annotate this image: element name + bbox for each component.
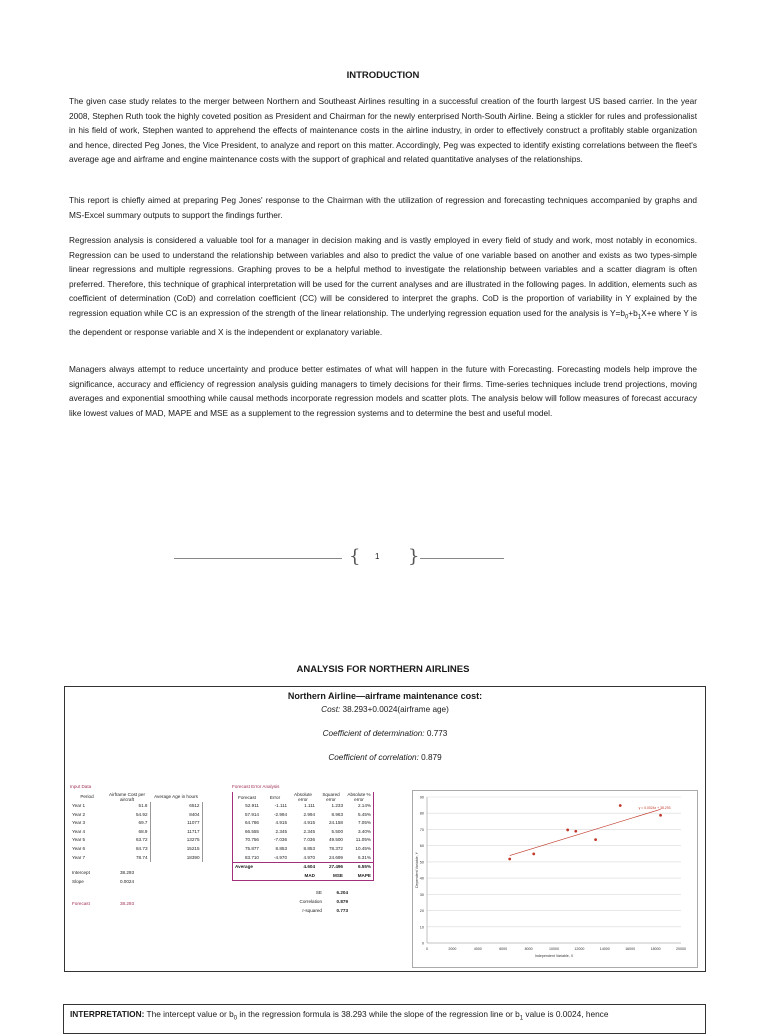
y-tick-label: 30 — [419, 892, 424, 897]
page-number: 1 — [375, 552, 380, 561]
x-tick-label: 4000 — [473, 947, 482, 951]
fea-col-header: Forecast — [238, 794, 256, 800]
forecast-row — [70, 900, 150, 909]
fea-cell: 4.970 — [303, 854, 315, 860]
fea-cell: 2.345 — [303, 828, 315, 834]
y-tick-label: 0 — [421, 941, 424, 946]
cost-label: Cost: — [321, 705, 341, 714]
intercept-label: Intercept — [72, 870, 90, 876]
interpretation-box — [63, 1004, 706, 1034]
p3-text-a: Regression analysis is considered a valuable tool for a manager in decision making and is vastly employed in every field of study and work, most notably in economics. Regression can be used to understand the relationship between variables and also to predict the value of one variable based on another and exists as two types-simple linear regressions and multiple regressions. Graphing proves to be a helpful method to investigate the relationship between variables and a scatter diagram is often preferred. Therefore, this technique of graphical interpretation will be used for the current analyses and are illustrated in the following pages. In addition, elements such as coefficient of determination (CoD) and correlation coefficient (CC) will be considered to interpret the graphs. CoD is the proportion of variability in Y explained by the regression equation while CC is an expression of the strength of the linear relationship. The underlying regression equation used for the analysis is Y=b — [69, 235, 697, 318]
fea-cell: 75.877 — [244, 845, 259, 851]
page-rule-right — [420, 558, 504, 559]
fea-cell: 49.500 — [328, 837, 343, 843]
fea-cell: 24.699 — [328, 854, 343, 860]
fea-cell: 1.233 — [331, 803, 343, 808]
intro-paragraph-4: Managers always attempt to reduce uncertainty and produce better estimates of what will happen in the future with Forecasting. Forecasting models help improve the significance, accuracy and efficiency of regression analysis guiding managers to timely decisions for their firms. Time-series techniques include trend projections, moving averages and exponential smoothing while causal methods incorporate regression models and scatter plots. The analysis below will follow measures of forecast accuracy like lowest values of MAD, MAPE and MSE as a supplement to the regression systems and to determine the best and useful model. — [69, 364, 697, 418]
data-point — [566, 829, 569, 832]
y-axis-label: Dependent Variable, Y — [415, 852, 419, 888]
regression-params — [70, 869, 150, 886]
data-point — [532, 853, 535, 856]
fea-cell: 8.853 — [303, 845, 315, 851]
avg-mse: 27.496 — [328, 864, 343, 870]
cod-label: Coefficient of determination: — [322, 729, 425, 738]
x-tick-label: 2000 — [448, 947, 457, 951]
input-cell-cost: 68.9 — [104, 828, 150, 837]
fea-cell: 70.756 — [244, 837, 259, 843]
mape-label: MAPE — [357, 872, 371, 878]
input-cell-period: Year 2 — [72, 811, 86, 817]
input-data-sheet — [70, 784, 203, 909]
data-point — [619, 804, 622, 807]
avg-mape: 6.55% — [357, 864, 371, 870]
fea-cell: 4.915 — [303, 820, 315, 826]
scatter-chart-svg — [413, 791, 697, 967]
fea-cell: 52.911 — [245, 803, 259, 808]
fea-cell: 2.994 — [303, 811, 315, 817]
interpretation-sub-1: 1 — [519, 1015, 524, 1022]
cc-label: Coefficient of correlation: — [328, 753, 419, 762]
input-cell-cost: 51.8 — [104, 802, 150, 811]
fea-cell: 7.05% — [357, 820, 371, 826]
x-tick-label: 0 — [426, 947, 428, 951]
fea-cell: 6.31% — [357, 854, 371, 860]
fea-cell: 64.786 — [244, 820, 259, 826]
forecast-value: 38.293 — [119, 901, 135, 907]
mad-label: MAD — [304, 872, 315, 878]
fea-row — [233, 811, 374, 820]
input-cell-period: Year 7 — [72, 854, 86, 860]
input-cell-age: 18390 — [150, 854, 202, 863]
input-data-title: Input Data — [70, 784, 92, 789]
x-axis-label: Independent Variable, X — [534, 954, 574, 958]
p3-sub-1: 1 — [637, 314, 642, 321]
fea-cell: 24.158 — [328, 820, 343, 826]
page-brace-right: } — [408, 546, 420, 567]
trend-line — [510, 809, 661, 855]
avg-mad: 4.604 — [303, 864, 315, 870]
x-tick-label: 20000 — [676, 947, 686, 951]
col-cost: Airframe Cost per aircraft — [109, 792, 145, 802]
data-point — [574, 830, 577, 833]
fea-cell: 10.45% — [355, 845, 371, 851]
cc-line — [65, 753, 705, 762]
input-row — [70, 854, 202, 863]
intercept-value: 38.293 — [119, 870, 135, 876]
input-cell-period: Year 4 — [72, 828, 86, 834]
fea-cell: 7.036 — [303, 837, 315, 843]
y-tick-label: 20 — [419, 909, 424, 914]
input-cell-period: Year 5 — [72, 837, 86, 843]
fea-col-header: Absolute % error — [347, 792, 371, 802]
cod-value: 0.773 — [424, 729, 448, 738]
fea-row — [233, 845, 374, 854]
input-row — [70, 845, 202, 854]
mse-label: MSE — [333, 872, 343, 878]
fea-cell: 5.45% — [357, 811, 371, 817]
forecast-error-sheet — [232, 784, 374, 915]
col-age: Average Age in hours — [154, 793, 198, 799]
forecast-label: Forecast — [72, 901, 90, 907]
fea-cell: 8.963 — [331, 811, 343, 817]
input-cell-age: 11717 — [150, 828, 202, 837]
x-tick-label: 6000 — [499, 947, 508, 951]
rsquared-label: r-squared — [302, 907, 322, 913]
input-cell-cost: 54.92 — [104, 811, 150, 820]
fea-cell: 83.710 — [244, 854, 259, 860]
cost-equation — [65, 705, 705, 714]
data-point — [659, 814, 662, 817]
input-row — [70, 828, 202, 837]
y-tick-label: 60 — [419, 844, 424, 849]
input-row — [70, 802, 202, 811]
slope-label: Slope — [72, 878, 84, 884]
se-label: SE — [315, 890, 322, 896]
avg-label: Average — [235, 864, 253, 870]
introduction-heading: INTRODUCTION — [346, 70, 420, 81]
y-tick-label: 50 — [419, 860, 424, 865]
fea-cell: 5.500 — [331, 828, 343, 834]
cod-line — [65, 729, 705, 738]
input-cell-cost: 78.74 — [104, 854, 150, 863]
fea-cell: 1.111 — [304, 803, 315, 808]
interpretation-sub-0: 0 — [233, 1015, 238, 1022]
interpretation-text-c: value is 0.0024, hence — [523, 1009, 609, 1019]
fea-cell: -1.111 — [274, 803, 287, 808]
fea-cell: 57.914 — [244, 811, 259, 817]
fea-cell: 2.14% — [357, 803, 371, 808]
page-number-bar — [174, 548, 504, 568]
input-row — [70, 811, 202, 820]
input-cell-age: 6512 — [150, 802, 202, 811]
input-row — [70, 836, 202, 845]
slope-value: 0.0024 — [119, 878, 135, 884]
fea-cell: 66.555 — [244, 828, 259, 834]
scatter-chart — [412, 790, 698, 968]
fea-row — [233, 854, 374, 863]
fea-cell: 11.05% — [355, 837, 371, 843]
fea-cell: 8.853 — [275, 845, 287, 851]
box-title: Northern Airline—airframe maintenance cost: — [287, 691, 483, 701]
cost-equation-value: 38.293+0.0024(airframe age) — [340, 705, 449, 714]
fea-row — [233, 836, 374, 845]
input-cell-age: 11077 — [150, 819, 202, 828]
correlation-value: 0.879 — [336, 898, 348, 904]
fea-row — [233, 819, 374, 828]
x-tick-label: 14000 — [599, 947, 610, 951]
interpretation-text-a: The intercept value or b — [144, 1009, 234, 1019]
fea-cell: -2.994 — [273, 811, 287, 817]
input-cell-period: Year 3 — [72, 820, 86, 826]
input-cell-period: Year 1 — [72, 803, 86, 808]
fea-row — [233, 828, 374, 837]
p3-sub-0: 0 — [624, 314, 629, 321]
input-cell-cost: 84.73 — [104, 845, 150, 854]
input-cell-cost: 69.7 — [104, 819, 150, 828]
intro-paragraph-1: The given case study relates to the merger between Northern and Southeast Airlines resulting in a successful creation of the fourth largest US based carrier. In the year 2008, Stephen Ruth took the highly coveted position as President and Chairman for the newly enterprised North-South Airline. Being a stickler for rules and professionalist in his field of work, Stephen wanted to apprehend the effects of maintenance costs in the airline industry, in order to effectively construct a profitably stable organization and hence, directed Peg Jones, the Vice President, to analyze and report on this matter. Accordingly, Peg was expected to identify existing correlations between the fleet's average age and airframe and engine maintenance costs with the support of graphical and related quantitative analyses of the relationships. — [69, 96, 697, 165]
x-tick-label: 16000 — [625, 947, 636, 951]
input-cell-age: 8404 — [150, 811, 202, 820]
input-cell-period: Year 6 — [72, 845, 86, 851]
data-point — [508, 858, 511, 861]
x-tick-label: 8000 — [524, 947, 533, 951]
fea-col-header: Error — [269, 794, 281, 800]
fea-cell: 78.372 — [328, 845, 343, 851]
fea-title: Forecast Error Analysis — [232, 784, 280, 789]
interpretation-text-b: in the regression formula is 38.293 while the slope of the regression line or b — [237, 1009, 520, 1019]
stats-table — [282, 889, 350, 915]
cc-value: 0.879 — [418, 753, 442, 762]
x-tick-label: 10000 — [549, 947, 559, 951]
interpretation-label: INTERPRETATION: — [70, 1009, 145, 1019]
input-row — [70, 819, 202, 828]
fea-cell: -4.970 — [273, 854, 287, 860]
fea-col-header: Absolute error — [294, 792, 312, 802]
intro-paragraph-3 — [69, 233, 697, 340]
fea-table — [232, 792, 374, 881]
fea-row — [233, 802, 374, 811]
fea-cell: 2.345 — [275, 828, 287, 834]
analysis-heading: ANALYSIS FOR NORTHERN AIRLINES — [296, 664, 470, 675]
rsquared-value: 0.773 — [336, 907, 348, 913]
p3-text-c: X+e where Y is the dependent or response variable and X is the independent or explanatory variable. — [69, 307, 697, 338]
fea-col-header: Squared error — [322, 792, 340, 802]
data-point — [594, 838, 597, 841]
page-rule-left — [174, 558, 342, 559]
fea-cell: 4.915 — [275, 820, 287, 826]
input-cell-age: 13275 — [150, 836, 202, 845]
input-cell-age: 15215 — [150, 845, 202, 854]
input-data-table — [70, 792, 203, 862]
x-tick-label: 12000 — [574, 947, 585, 951]
p3-text-b: +b — [628, 307, 638, 318]
y-tick-label: 80 — [419, 811, 424, 816]
fea-cell: 3.40% — [357, 828, 371, 834]
se-value: 6.204 — [336, 890, 348, 896]
fea-cell: -7.036 — [273, 837, 287, 843]
correlation-label: Correlation — [299, 898, 322, 904]
y-tick-label: 90 — [419, 795, 424, 800]
x-tick-label: 18000 — [650, 947, 661, 951]
y-tick-label: 40 — [419, 876, 424, 881]
trendline-label: y = 0.0024x + 38.293 — [638, 805, 671, 810]
intro-paragraph-2: This report is chiefly aimed at preparing Peg Jones' response to the Chairman with the utilization of regression and forecasting techniques accompanied by graphs and MS-Excel summary outputs to support the findings further. — [69, 195, 697, 220]
page-brace-left: { — [349, 546, 361, 567]
col-period: Period — [80, 793, 94, 799]
y-tick-label: 70 — [419, 827, 424, 832]
y-tick-label: 10 — [419, 925, 424, 930]
input-cell-cost: 63.72 — [104, 836, 150, 845]
